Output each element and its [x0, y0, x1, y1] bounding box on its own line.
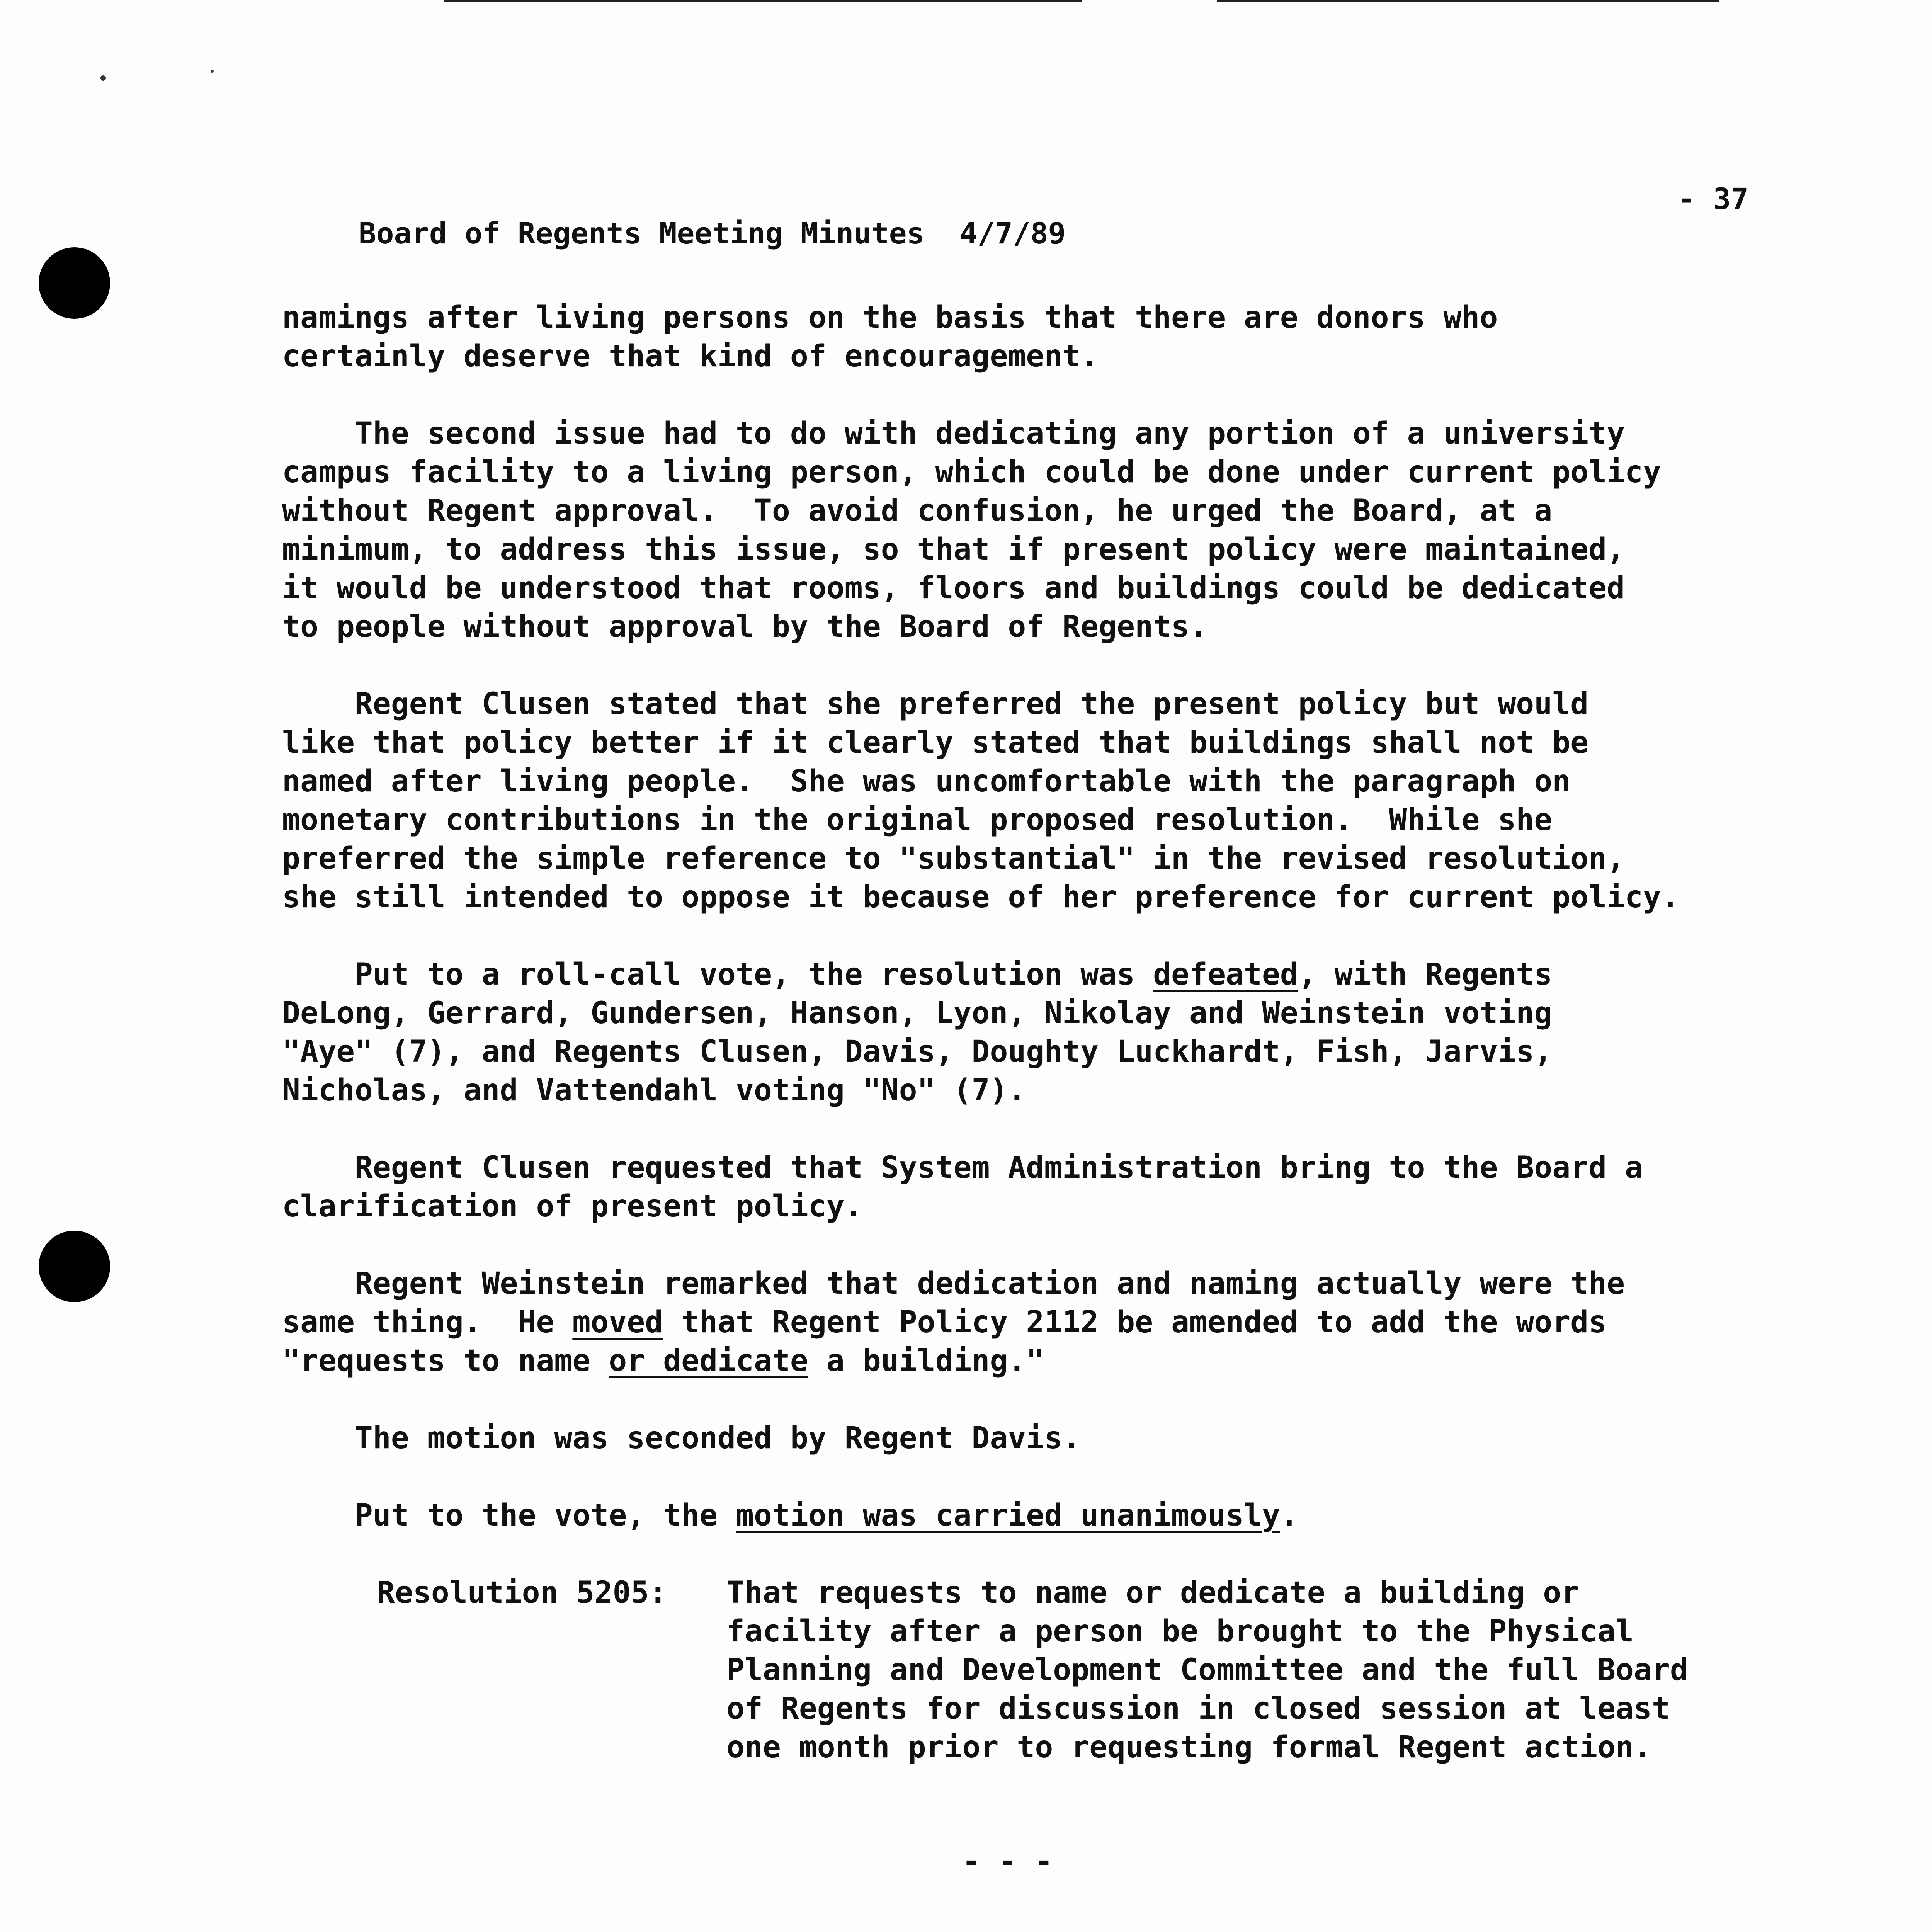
resolution-label: Resolution 5205: [377, 1575, 667, 1610]
paragraph-clusen-request: Regent Clusen requested that System Administration bring to the Board a clarification of present policy. [282, 1150, 1643, 1224]
text-segment: Put to a roll-call vote, the resolution was [282, 957, 1153, 992]
text-segment: , with Regents DeLong, Gerrard, Gundersen, Hanson, Lyon, Nikolay and Weinstein voting "Aye" (7), and Regents Clusen, Davis, Doughty Luckhardt, Fish, Jarvis, Nicholas, and Vattendahl voting "No" (7). [282, 957, 1553, 1108]
text-segment: . [1280, 1498, 1298, 1533]
page-number: - 37 [1677, 182, 1748, 216]
punch-hole-middle [39, 1231, 110, 1302]
scan-speck [211, 70, 214, 73]
underlined-or-dedicate: or dedicate [609, 1344, 808, 1378]
header-title: Board of Regents Meeting Minutes 4/7/89 [359, 216, 1066, 250]
text-segment: Regent Weinstein remarked that dedication and naming actually were the same thing. He [282, 1266, 1625, 1340]
punch-hole-top [39, 247, 110, 319]
text-segment: Put to the vote, the [282, 1498, 736, 1533]
text-segment: a building." [808, 1344, 1044, 1378]
scan-edge-top-right [1217, 0, 1719, 2]
text-segment: that Regent Policy 2112 be amended to add the words "requests to name [282, 1305, 1607, 1378]
paragraph-weinstein-motion [282, 1264, 1770, 1380]
resolution-text: That requests to name or dedicate a building or facility after a person be brought to the Physical Planning and Development Committee and the full Board of Regents for discussion in closed session at least one month prior to requesting formal Regent action. [726, 1575, 1688, 1765]
underlined-moved: moved [572, 1305, 663, 1340]
scan-edge-top [444, 0, 1082, 2]
resolution-block [377, 1573, 1768, 1765]
paragraph-roll-call-vote [282, 955, 1770, 1110]
paragraph-seconded: The motion was seconded by Regent Davis. [282, 1421, 1081, 1456]
paragraph-vote-carried [282, 1496, 1770, 1535]
underlined-motion-carried: motion was carried unanimously [736, 1498, 1280, 1533]
paragraph-second-issue: The second issue had to do with dedicating any portion of a university campus facility to a living person, which could be done under current policy without Regent approval. To avoid confusion, he urged the Board, at a minimum, to address this issue, so that if present policy were maintained, it would be understood that rooms, floors and buildings could be dedicated to people without approval by the Board of Regents. [282, 416, 1661, 644]
underlined-defeated: defeated [1153, 957, 1298, 992]
scan-speck [100, 75, 106, 81]
paragraph-clusen-statement: Regent Clusen stated that she preferred the present policy but would like that policy better if it clearly stated that buildings shall not be named after living people. She was uncomfortable with the paragraph on monetary contributions in the original proposed resolution. While she preferred the simple reference to "substantial" in the revised resolution, she still intended to oppose it because of her preference for current policy. [282, 687, 1679, 915]
paragraph-namings: namings after living persons on the basis that there are donors who certainly deserve that kind of encouragement. [282, 300, 1498, 374]
section-separator: - - - [962, 1844, 1053, 1879]
